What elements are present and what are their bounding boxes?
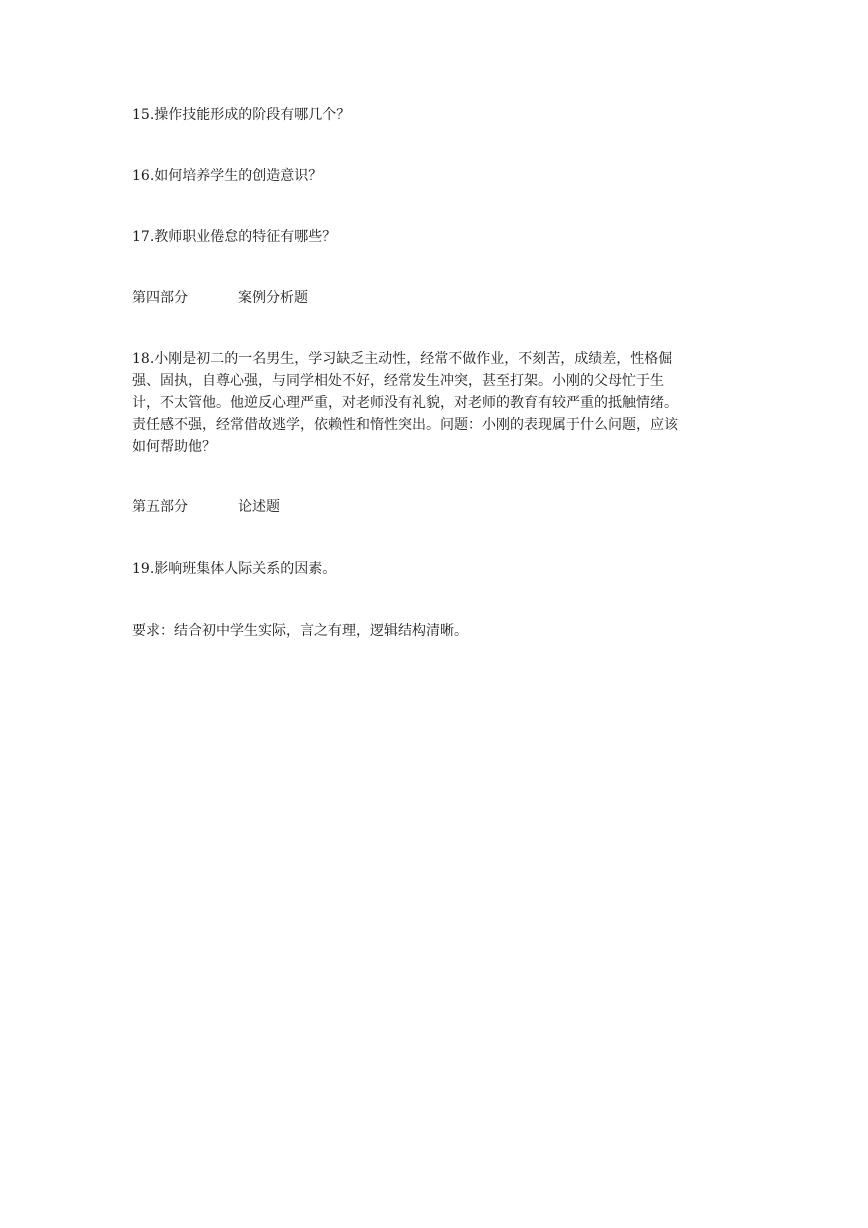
question-18-line: 计，不太管他。他逆反心理严重，对老师没有礼貌，对老师的教育有较严重的抵触情绪。 <box>132 395 678 411</box>
question-15: 15.操作技能形成的阶段有哪几个？ <box>132 107 351 123</box>
question-18-line: 强、固执，自尊心强，与同学相处不好，经常发生冲突，甚至打架。小刚的父母忙于生 <box>132 373 664 389</box>
question-16: 16.如何培养学生的创造意识？ <box>132 168 323 184</box>
section-label: 第五部分 <box>132 499 188 515</box>
question-18-line: 责任感不强，经常借故逃学，依赖性和惰性突出。问题：小刚的表现属于什么问题，应该 <box>132 417 678 433</box>
section-title: 论述题 <box>238 499 280 515</box>
section-heading-part-5 <box>132 498 280 516</box>
question-18-line: 如何帮助他？ <box>132 439 216 455</box>
section-label: 第四部分 <box>132 290 188 306</box>
section-heading-part-4 <box>132 289 308 307</box>
question-17: 17.教师职业倦怠的特征有哪些？ <box>132 229 337 245</box>
section-title: 案例分析题 <box>238 290 308 306</box>
question-18-line: 18.小刚是初二的一名男生，学习缺乏主动性，经常不做作业，不刻苦，成绩差，性格倔 <box>132 351 673 367</box>
requirement-text: 要求：结合初中学生实际，言之有理，逻辑结构清晰。 <box>132 623 468 639</box>
question-19: 19.影响班集体人际关系的因素。 <box>132 561 337 577</box>
question-18 <box>132 348 732 458</box>
